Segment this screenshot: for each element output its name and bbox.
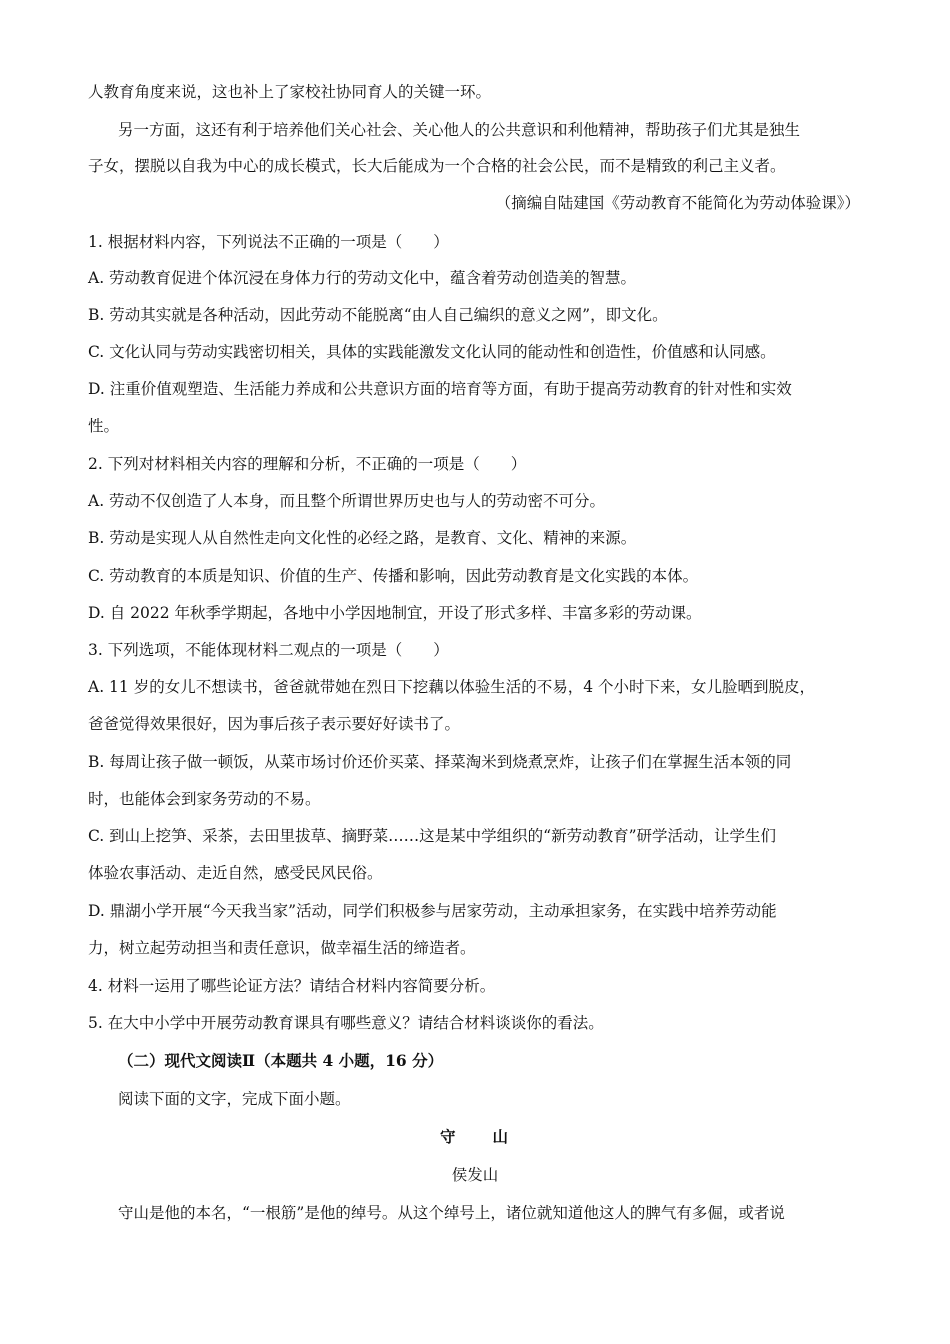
q3-option-c-cont: 体验农事活动、走近自然，感受民风民俗。 xyxy=(88,864,383,882)
passage-paragraph-line: 子女，摆脱以自我为中心的成长模式，长大后能成为一个合格的社会公民，而不是精致的利己主义者。 xyxy=(88,157,786,175)
story-first-line: 守山是他的本名，“一根筋”是他的绰号。从这个绰号上，诸位就知道他这人的脾气有多倔，或者说 xyxy=(118,1204,785,1222)
story-title: 守 山 xyxy=(439,1127,510,1146)
q1-option-b: B. 劳动其实就是各种活动，因此劳动不能脱离“由人自己编织的意义之网”，即文化。 xyxy=(88,306,668,324)
q2-option-b: B. 劳动是实现人从自然性走向文化性的必经之路，是教育、文化、精神的来源。 xyxy=(88,529,637,547)
q2-option-a: A. 劳动不仅创造了人本身，而且整个所谓世界历史也与人的劳动密不可分。 xyxy=(88,492,606,510)
q3-option-a-cont: 爸爸觉得效果很好，因为事后孩子表示要好好读书了。 xyxy=(88,715,461,733)
question-2-stem: 2. 下列对材料相关内容的理解和分析，不正确的一项是（ ） xyxy=(88,455,527,473)
q1-option-c: C. 文化认同与劳动实践密切相关，具体的实践能激发文化认同的能动性和创造性，价值感和认同感。 xyxy=(88,343,776,361)
q2-option-d: D. 自 2022 年秋季学期起，各地中小学因地制宜，开设了形式多样、丰富多彩的劳动课。 xyxy=(88,604,702,622)
question-5-stem: 5. 在大中小学中开展劳动教育课具有哪些意义？请结合材料谈谈你的看法。 xyxy=(88,1014,604,1032)
passage-source: （摘编自陆建国《劳动教育不能简化为劳动体验课》） xyxy=(495,194,860,212)
q3-option-b: B. 每周让孩子做一顿饭，从菜市场讨价还价买菜、择菜淘米到烧煮烹炸，让孩子们在掌握生活本领的同 xyxy=(88,753,792,771)
question-4-stem: 4. 材料一运用了哪些论证方法？请结合材料内容简要分析。 xyxy=(88,977,496,995)
story-author: 侯发山 xyxy=(451,1166,499,1184)
question-3-stem: 3. 下列选项，不能体现材料二观点的一项是（ ） xyxy=(88,641,449,659)
q3-option-d: D. 鼎湖小学开展“今天我当家”活动，同学们积极参与居家劳动，主动承担家务，在实践中培养劳动能 xyxy=(88,902,777,920)
question-1-stem: 1. 根据材料内容，下列说法不正确的一项是（ ） xyxy=(88,233,449,251)
section-instruction: 阅读下面的文字，完成下面小题。 xyxy=(118,1090,351,1108)
q3-option-c: C. 到山上挖笋、采茶，去田里拔草、摘野菜……这是某中学组织的“新劳动教育”研学活动，让学生们 xyxy=(88,827,777,845)
q1-option-d: D. 注重价值观塑造、生活能力养成和公共意识方面的培育等方面，有助于提高劳动教育的针对性和实效 xyxy=(88,380,792,398)
q3-option-d-cont: 力，树立起劳动担当和责任意识，做幸福生活的缔造者。 xyxy=(88,939,476,957)
passage-line: 人教育角度来说，这也补上了家校社协同育人的关键一环。 xyxy=(88,83,492,101)
passage-paragraph-line: 另一方面，这还有利于培养他们关心社会、关心他人的公共意识和利他精神，帮助孩子们尤其是独生 xyxy=(118,121,801,139)
q2-option-c: C. 劳动教育的本质是知识、价值的生产、传播和影响，因此劳动教育是文化实践的本体。 xyxy=(88,567,699,585)
q1-option-a: A. 劳动教育促进个体沉浸在身体力行的劳动文化中，蕴含着劳动创造美的智慧。 xyxy=(88,269,637,287)
q1-option-d-cont: 性。 xyxy=(88,417,120,435)
q3-option-b-cont: 时，也能体会到家务劳动的不易。 xyxy=(88,790,321,808)
section-heading: （二）现代文阅读Ⅱ（本题共 4 小题，16 分） xyxy=(118,1051,444,1070)
q3-option-a: A. 11 岁的女儿不想读书，爸爸就带她在烈日下挖藕以体验生活的不易，4 个小时下来，女儿脸晒到脱皮， xyxy=(88,678,815,696)
